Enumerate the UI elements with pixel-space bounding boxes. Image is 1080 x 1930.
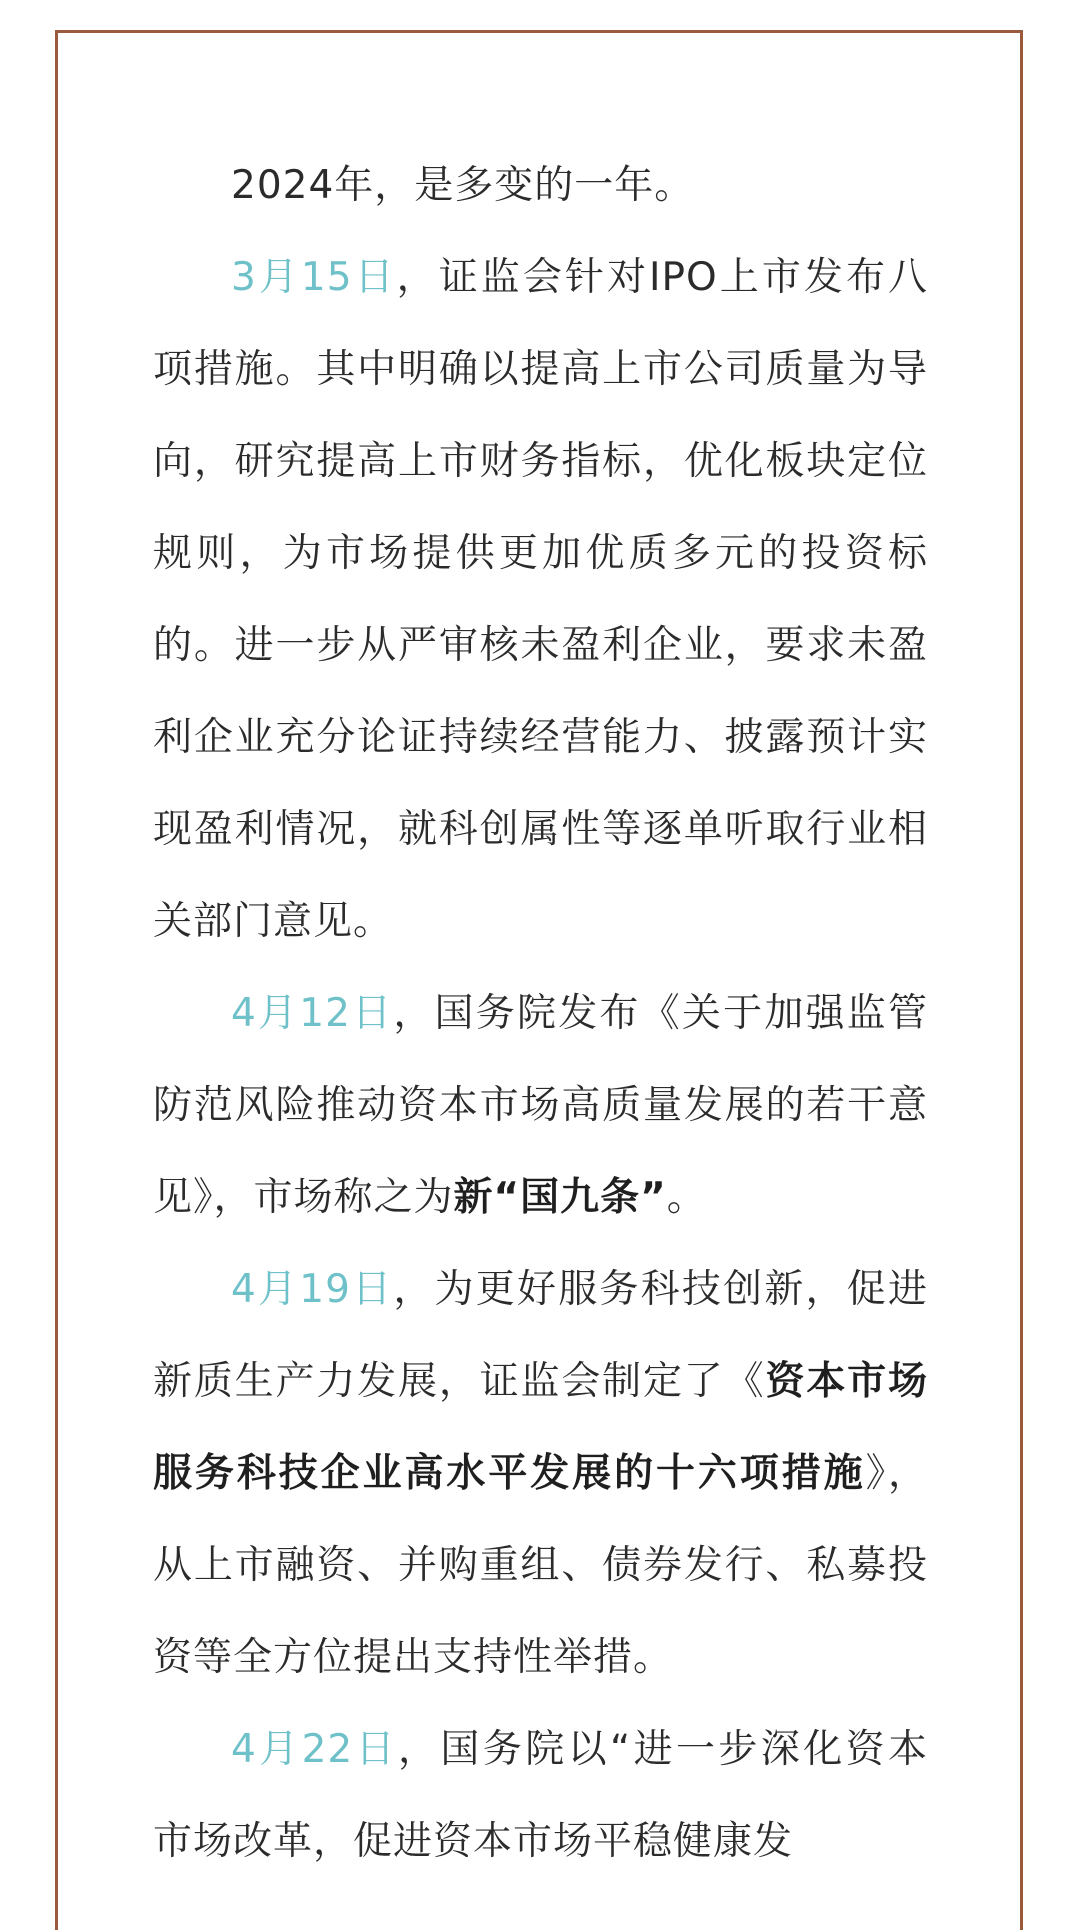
- paragraph-april-12: [153, 968, 928, 1244]
- date-march-15: 3月15日: [231, 255, 397, 300]
- bold-title-sixteen-measures: 资本市场服务科技企业高水平发展的十六项措施: [153, 1359, 928, 1496]
- date-april-19: 4月19日: [231, 1267, 394, 1312]
- article-body: [153, 140, 928, 1888]
- paragraph-text: 。: [666, 1175, 707, 1220]
- paragraph-text: ，国务院以“进一步深化资本市场改革，促进资本市场平稳健康发: [153, 1727, 928, 1864]
- intro-text: 2024年，是多变的一年。: [231, 163, 695, 208]
- paragraph-intro: [153, 140, 928, 232]
- paragraph-march-15: [153, 232, 928, 968]
- bold-term-new-guo-jiu-tiao: 新“国九条”: [453, 1175, 667, 1220]
- paragraph-april-19: [153, 1244, 928, 1704]
- date-april-12: 4月12日: [231, 991, 394, 1036]
- paragraph-text: ，为更好服务科技创新，促进新质生产力发展，证监会制定了《: [153, 1267, 928, 1404]
- paragraph-text: ，国务院发布《关于加强监管防范风险推动资本市场高质量发展的若干意见》，市场称之为: [153, 991, 928, 1220]
- date-april-22: 4月22日: [231, 1727, 399, 1772]
- paragraph-text: ，证监会针对IPO上市发布八项措施。其中明确以提高上市公司质量为导向，研究提高上市财务指标，优化板块定位规则，为市场提供更加优质多元的投资标的。进一步从严审核未盈利企业，要求未盈利企业充分论证持续经营能力、披露预计实现盈利情况，就科创属性等逐单听取行业相关部门意见。: [153, 255, 928, 944]
- paragraph-april-22: [153, 1704, 928, 1888]
- paragraph-text: 》，从上市融资、并购重组、债券发行、私募投资等全方位提出支持性举措。: [153, 1451, 928, 1680]
